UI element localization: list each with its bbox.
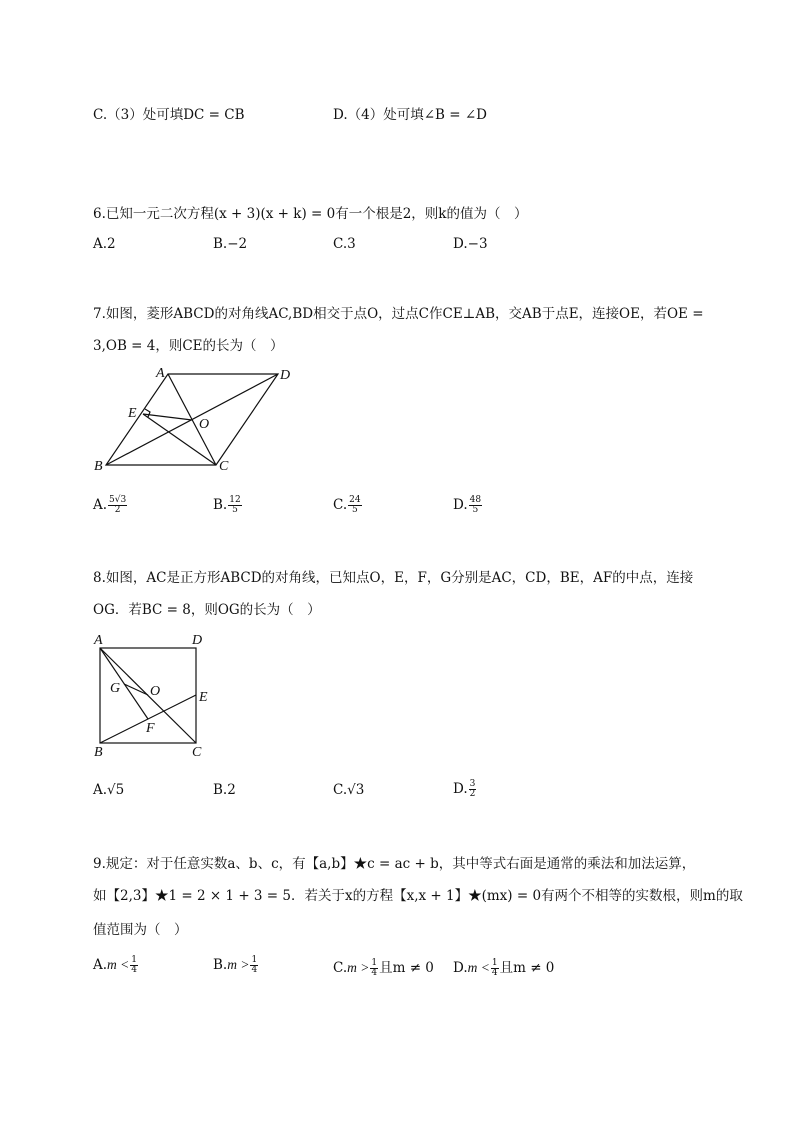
q8-option-b: B.2 xyxy=(213,782,236,798)
q6-stem: 6.已知一元二次方程(x + 3)(x + k) = 0有一个根是2，则k的值为（ ） xyxy=(93,206,528,222)
q9-option-c: C.m > $\frac{1}{4}$ 且m ≠ 0 xyxy=(333,958,434,978)
q7-rhombus-figure xyxy=(88,362,318,477)
label-b: B xyxy=(94,745,103,760)
label-c: C xyxy=(219,459,229,474)
q8-option-c: C.√3 xyxy=(333,782,365,798)
q6-option-c: C.3 xyxy=(333,236,356,252)
q7-option-b: B. $\frac{12}{5}$ xyxy=(213,495,241,515)
q8-stem-line2: OG．若BC = 8，则OG的长为（ ） xyxy=(93,602,321,618)
label-f: F xyxy=(146,721,155,736)
label-d: D xyxy=(280,368,291,383)
q9-option-d: D.m < $\frac{1}{4}$ 且m ≠ 0 xyxy=(453,958,555,978)
label-e: E xyxy=(199,690,208,705)
q6-option-a: A.2 xyxy=(93,236,116,252)
q5-option-d: D.（4）处可填∠B = ∠D xyxy=(333,107,487,123)
q8-stem-line1: 8.如图，AC是正方形ABCD的对角线，已知点O，E，F，G分别是AC，CD，BE，AF的中点，连接 xyxy=(93,570,694,586)
q8-square-figure xyxy=(88,628,228,760)
q7-option-d: D. $\frac{48}{5}$ xyxy=(453,495,482,515)
q9-stem-line2: 如【2,3】★1 = 2 × 1 + 3 = 5．若关于x的方程【x,x + 1】★(mx) = 0有两个不相等的实数根，则m的取 xyxy=(93,888,743,904)
q7-option-a: A. $\frac{5√3}{2}$ xyxy=(93,495,127,515)
q9-option-b: B.m > $\frac{1}{4}$ xyxy=(213,955,258,975)
label-o: O xyxy=(150,684,161,699)
q7-option-c: C. $\frac{24}{5}$ xyxy=(333,495,361,515)
q5-option-c: C.（3）处可填DC = CB xyxy=(93,107,245,123)
label-a: A xyxy=(94,633,103,648)
q9-stem-line1: 9.规定：对于任意实数a、b、c，有【a,b】★c = ac + b，其中等式右面是通常的乘法和加法运算， xyxy=(93,856,696,872)
label-g: G xyxy=(110,681,121,696)
label-c: C xyxy=(192,745,202,760)
q9-stem-line3: 值范围为（ ） xyxy=(93,922,188,938)
label-o: O xyxy=(199,417,210,432)
label-b: B xyxy=(94,459,103,474)
q7-stem-line1: 7.如图，菱形ABCD的对角线AC,BD相交于点O，过点C作CE⊥AB，交AB于点E，连接OE，若OE = xyxy=(93,306,704,322)
label-e: E xyxy=(128,406,137,421)
q6-option-b: B.−2 xyxy=(213,236,248,252)
q6-option-d: D.−3 xyxy=(453,236,488,252)
q8-option-d: D. $\frac{3}{2}$ xyxy=(453,779,476,799)
segment-af xyxy=(100,648,148,719)
q7-stem-line2: 3,OB = 4，则CE的长为（ ） xyxy=(93,338,284,354)
q8-option-a: A.√5 xyxy=(93,782,125,798)
label-a: A xyxy=(156,366,165,381)
q9-option-a: A.m < $\frac{1}{4}$ xyxy=(93,955,138,975)
label-d: D xyxy=(192,633,203,648)
